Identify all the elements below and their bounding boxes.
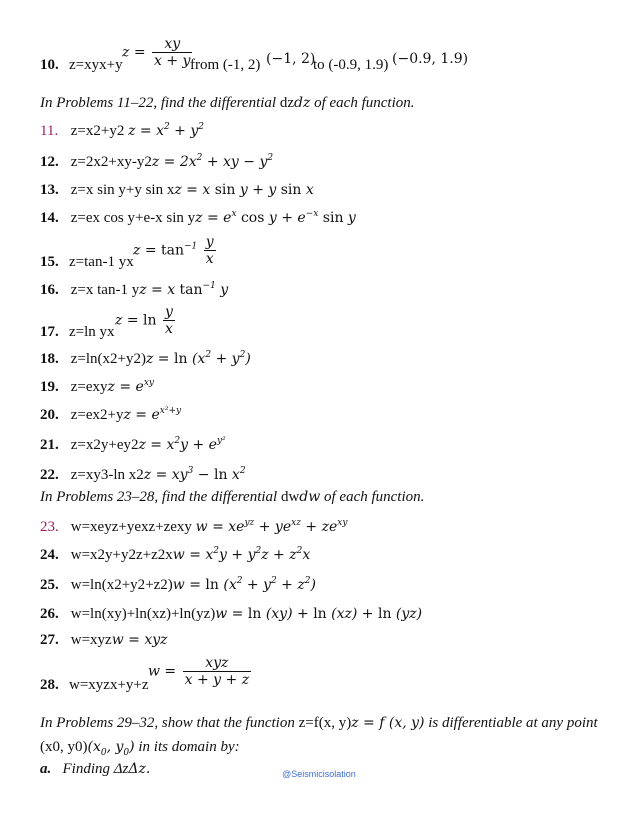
problem-number: 16.: [40, 282, 59, 298]
problem-text: w=xeyz+yexz+zexy: [70, 519, 192, 535]
problem-text: z=tan-1 yx: [69, 254, 134, 270]
math-formula: $w = x^2y + y^2z + z^2x$: [172, 546, 311, 563]
problem-number: 24.: [40, 547, 59, 563]
math-formula: $z = \tan^{-1}$ $\frac{y}{x}$: [133, 234, 214, 267]
problem-17: [40, 304, 628, 344]
math-formula: z = x sin y + y sin x: [174, 182, 314, 198]
from-point-math: (−1, 2): [266, 51, 316, 67]
problem-number: 21.: [40, 437, 59, 453]
intro-math: dw: [299, 489, 321, 505]
math-formula: $w = xe^{yz} + ye^{xz} + ze^{xy}$: [195, 518, 348, 535]
problem-number: 11.: [40, 123, 59, 139]
problem-text: w=xyzx+y+z: [69, 677, 149, 693]
intro-text: In Problems 23–28, find the differential: [40, 489, 278, 505]
problem-text: w=x2y+y2z+z2x: [70, 547, 173, 563]
problem-number: 19.: [40, 379, 59, 395]
problem-number: 15.: [40, 254, 59, 270]
problem-text: w=xyz: [70, 632, 112, 648]
problem-text: w=ln(xy)+ln(xz)+ln(yz): [70, 606, 216, 622]
problem-number: 28.: [40, 677, 59, 693]
problem-18: [40, 350, 628, 368]
problem-number: 14.: [40, 210, 59, 226]
problem-text: z=2x2+xy-y2: [70, 154, 152, 170]
intro-text: In Problems 11–22, find the differential: [40, 95, 277, 111]
intro-plain: z=f(x, y): [298, 715, 352, 731]
math-formula: $z = e^x$ $\cos y + e^{-x}$ sin y: [195, 209, 356, 226]
sub-item-plain: Δz: [113, 761, 129, 777]
problem-number: 25.: [40, 577, 59, 593]
problem-text: z=ex2+y: [70, 407, 124, 423]
to-point-math: (−0.9, 1.9): [392, 51, 469, 67]
math-formula: w = xyz: [111, 632, 168, 648]
problem-13: [40, 181, 628, 199]
instructions-11-22: [40, 92, 618, 114]
sub-item-text: Finding: [62, 761, 110, 777]
problem-number: 22.: [40, 467, 59, 483]
intro-text-end: of each function.: [314, 95, 415, 111]
problem-text: z=x sin y+y sin x: [70, 182, 175, 198]
problem-number: 27.: [40, 632, 59, 648]
math-formula: w = $\frac{\text{xyz}}{x + y + z}$: [148, 655, 250, 688]
math-formula: $z = x^2 + y^2$: [128, 122, 204, 139]
math-formula: $z = 2x^2$ + xy − $y^2$: [151, 153, 274, 170]
math-formula: $z = x^2y + e^{y^2}$: [138, 436, 226, 453]
math-formula: $z = \ln (x^2 + y^2)$: [145, 350, 251, 367]
math-formula: w = ln (xy) + ln (xz) + ln (yz): [215, 606, 423, 622]
problem-number: 10.: [40, 57, 59, 73]
problem-number: 23.: [40, 519, 59, 535]
problem-15: [40, 234, 628, 274]
problem-20: [40, 406, 628, 424]
math-formula: z = ln $\frac{y}{x}$: [115, 304, 173, 337]
sub-item-label: a.: [40, 761, 52, 777]
from-point: from (-1, 2): [190, 57, 261, 73]
problem-number: 20.: [40, 407, 59, 423]
problem-14: [40, 209, 628, 227]
problem-text: z=x tan-1 y: [70, 282, 140, 298]
problem-text: z=x2+y2: [70, 123, 125, 139]
problem-text: z=ln yx: [69, 324, 115, 340]
problem-text: z=x2y+ey2: [70, 437, 139, 453]
problem-21: [40, 436, 628, 454]
intro-text-end: in its domain by:: [138, 739, 240, 755]
intro-math: dz: [294, 95, 311, 111]
math-formula: $z = xy^3 - \ln x^2$: [143, 466, 246, 483]
intro-math: z = f (x, y): [351, 715, 425, 731]
problem-10: [40, 36, 628, 76]
math-formula: z = x $\tan^{-1} y$: [139, 281, 229, 298]
problem-number: 12.: [40, 154, 59, 170]
problem-text: z=exy: [70, 379, 108, 395]
intro-text-end: of each function.: [324, 489, 425, 505]
problem-number: 17.: [40, 324, 59, 340]
problem-28: [40, 655, 628, 695]
problem-number: 13.: [40, 182, 59, 198]
problem-text: z=ln(x2+y2): [70, 351, 146, 367]
intro-text: In Problems 29–32, show that the function: [40, 715, 295, 731]
problem-text: z=xy3-ln x2: [70, 467, 144, 483]
point-plain: (x0, y0): [40, 739, 88, 755]
watermark-credit: @Seismicisolation: [282, 769, 356, 779]
math-formula: $w = \ln (x^2 + y^2 + z^2)$: [172, 576, 316, 593]
math-formula: $z = e^{x^2+y}$: [123, 406, 182, 423]
problem-number: 18.: [40, 351, 59, 367]
instructions-23-28: [40, 486, 618, 508]
problem-23: [40, 518, 628, 536]
math-formula: z = $\frac{xy}{x + y}$: [122, 36, 191, 69]
sub-item-math: Δz.: [128, 761, 151, 777]
problem-text: w=ln(x2+y2+z2): [70, 577, 173, 593]
problem-19: [40, 378, 628, 396]
problem-11: [40, 122, 628, 140]
problem-24: [40, 546, 628, 564]
problem-16: [40, 281, 628, 299]
problem-text: z=ex cos y+e-x sin y: [70, 210, 196, 226]
intro-text-middle: is differentiable at any point: [428, 715, 598, 731]
problem-22: [40, 466, 628, 484]
problem-25: [40, 576, 628, 594]
math-formula: $z = e^{xy}$: [107, 378, 154, 395]
to-point: to (-0.9, 1.9): [313, 57, 389, 73]
problem-number: 26.: [40, 606, 59, 622]
problem-26: [40, 605, 628, 623]
problem-text: z=xyx+y: [69, 57, 123, 73]
problem-12: [40, 153, 628, 171]
intro-plain: dz: [279, 95, 295, 111]
point-math: ($x_0$, $y_0$): [87, 739, 135, 758]
intro-plain: dw: [280, 489, 300, 505]
problem-27: [40, 631, 628, 649]
instructions-29-32: [40, 712, 618, 734]
